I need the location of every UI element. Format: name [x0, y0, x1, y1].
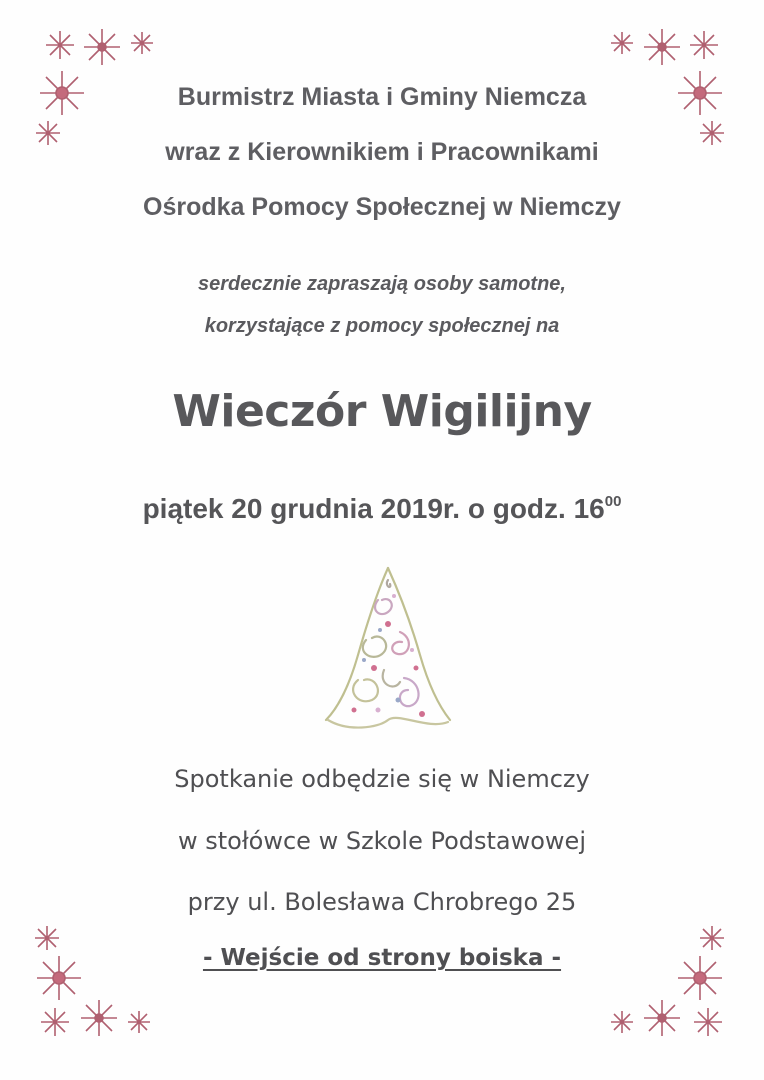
invitation-line-1: serdecznie zapraszają osoby samotne,: [198, 273, 566, 295]
header-line-2: wraz z Kierownikiem i Pracownikami: [165, 138, 599, 166]
snowflake-cluster-bottom-left: [25, 920, 165, 1050]
venue-line-1: Spotkanie odbędzie się w Niemczy: [174, 765, 590, 793]
header-line-3: Ośrodka Pomocy Społecznej w Niemczy: [143, 193, 621, 221]
event-title: Wieczór Wigilijny: [172, 386, 592, 437]
event-time-superscript: 00: [604, 492, 622, 510]
entrance-note: - Wejście od strony boiska -: [202, 945, 562, 971]
christmas-tree-icon: [318, 560, 458, 735]
snowflake-cluster-bottom-right: [600, 920, 740, 1050]
event-date: [0, 493, 764, 525]
invitation-line-2: korzystające z pomocy społecznej na: [204, 315, 560, 337]
event-date-text: piątek 20 grudnia 2019r. o godz. 16: [142, 493, 605, 524]
header-line-1: Burmistrz Miasta i Gminy Niemcza: [177, 83, 587, 111]
venue-line-3: przy ul. Bolesława Chrobrego 25: [187, 888, 577, 916]
venue-line-2: w stołówce w Szkole Podstawowej: [178, 827, 586, 855]
